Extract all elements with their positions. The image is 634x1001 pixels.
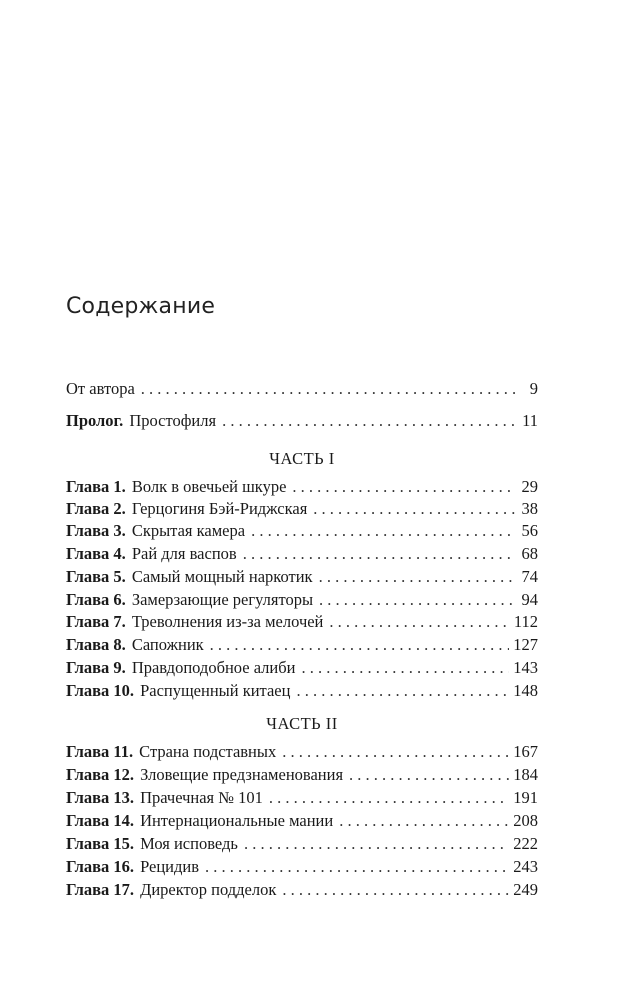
toc-entry-page: 11 [522, 411, 538, 430]
toc-entry-page: 38 [521, 499, 538, 518]
toc-entry-chapter-8 [66, 634, 538, 656]
toc-entry-page: 184 [513, 765, 538, 784]
toc-entry-title: Моя исповедь [140, 834, 238, 853]
toc-entry-label: Глава 6. [66, 590, 126, 609]
leader-dots [210, 634, 510, 656]
toc-entry-chapter-15 [66, 833, 538, 855]
toc-entry-label: Глава 4. [66, 544, 126, 563]
toc-entry-page: 167 [513, 742, 538, 761]
toc-entry-title: Треволнения из-за мелочей [131, 612, 324, 631]
toc-entry-chapter-13 [66, 787, 538, 809]
toc-entry-title: Самый мощный наркотик [131, 567, 313, 586]
toc-entry-chapter-4 [66, 543, 538, 565]
toc-entry-title: Зловещие предзнаменования [140, 765, 344, 784]
toc-entry-chapter-3 [66, 520, 538, 542]
leader-dots [244, 833, 509, 855]
toc-entry-chapter-12 [66, 764, 538, 786]
toc-entry-label: Глава 13. [66, 788, 135, 807]
toc-entry-page: 148 [513, 681, 538, 700]
toc-entry-chapter-7 [66, 611, 538, 633]
toc-entry-chapter-10 [66, 680, 538, 702]
toc-entry-title: Волк в овечьей шкуре [131, 477, 287, 496]
toc-entry-label: Глава 10. [66, 681, 135, 700]
toc-entry-title: Замерзающие регуляторы [131, 590, 314, 609]
toc-entry-label: Глава 14. [66, 811, 135, 830]
toc-entry-page: 94 [521, 590, 538, 609]
toc-entry-chapter-11 [66, 741, 538, 763]
toc-entry-label: Пролог. [66, 411, 124, 430]
toc-entry-page: 56 [521, 521, 538, 540]
part-1-heading: ЧАСТЬ I [269, 449, 335, 468]
toc-entry-label: Глава 2. [66, 499, 126, 518]
leader-dots [269, 787, 509, 809]
leader-dots [319, 566, 516, 588]
toc-entry-page: 191 [513, 788, 538, 807]
toc-entry-title: Прачечная № 101 [140, 788, 263, 807]
toc-entry-label: Глава 16. [66, 857, 135, 876]
part-2-heading: ЧАСТЬ II [266, 714, 338, 733]
toc-entry-page: 68 [521, 544, 538, 563]
toc-entry-label: Глава 3. [66, 521, 126, 540]
toc-entry-chapter-17 [66, 879, 538, 901]
toc-entry-title: Интернациональные мании [140, 811, 334, 830]
leader-dots [301, 657, 509, 679]
toc-entry-page: 143 [513, 658, 538, 677]
toc-entry-page: 112 [513, 612, 538, 631]
toc-entry-title: Правдоподобное алиби [131, 658, 296, 677]
toc-entry-author-note [66, 378, 538, 400]
toc-entry-label: Глава 12. [66, 765, 135, 784]
leader-dots [319, 589, 516, 611]
toc-entry-page: 127 [513, 635, 538, 654]
toc-entry-page: 222 [513, 834, 538, 853]
toc-entry-title: Сапожник [131, 635, 204, 654]
toc-entry-title: Рецидив [140, 857, 200, 876]
toc-entry-label: Глава 9. [66, 658, 126, 677]
leader-dots [222, 410, 516, 432]
toc-entry-page: 9 [529, 379, 538, 398]
toc-entry-page: 243 [513, 857, 538, 876]
leader-dots [349, 764, 509, 786]
toc-entry-chapter-14 [66, 810, 538, 832]
toc-entry-label: Глава 7. [66, 612, 126, 631]
leader-dots [243, 543, 516, 565]
toc-entry-title: От автора [66, 379, 135, 398]
toc-entry-chapter-6 [66, 589, 538, 611]
toc-entry-chapter-1 [66, 476, 538, 498]
toc-entry-label: Глава 5. [66, 567, 126, 586]
leader-dots [205, 856, 509, 878]
toc-entry-title: Герцогиня Бэй-Риджская [131, 499, 308, 518]
leader-dots [282, 741, 509, 763]
leader-dots [339, 810, 509, 832]
toc-entry-page: 29 [521, 477, 538, 496]
toc-entry-chapter-9 [66, 657, 538, 679]
toc-entry-prologue [66, 410, 538, 432]
toc-entry-chapter-2 [66, 498, 538, 520]
toc-entry-chapter-16 [66, 856, 538, 878]
toc-entry-page: 208 [513, 811, 538, 830]
toc-entry-page: 249 [513, 880, 538, 899]
toc-entry-title: Рай для васпов [131, 544, 237, 563]
leader-dots [292, 476, 516, 498]
toc-entry-label: Глава 17. [66, 880, 135, 899]
toc-entry-title: Страна подставных [139, 742, 277, 761]
leader-dots [282, 879, 509, 901]
toc-entry-chapter-5 [66, 566, 538, 588]
leader-dots [313, 498, 516, 520]
toc-entry-title: Скрытая камера [131, 521, 246, 540]
leader-dots [141, 378, 516, 400]
toc-entry-title: Директор подделок [140, 880, 277, 899]
toc-entry-label: Глава 1. [66, 477, 126, 496]
toc-entry-page: 74 [521, 567, 538, 586]
toc-entry-title: Распущенный китаец [140, 681, 291, 700]
toc-entry-label: Глава 11. [66, 742, 134, 761]
leader-dots [296, 680, 509, 702]
toc-entry-label: Глава 8. [66, 635, 126, 654]
leader-dots [251, 520, 516, 542]
toc-entry-label: Глава 15. [66, 834, 135, 853]
toc-entry-title: Простофиля [129, 411, 217, 430]
page-title: Содержание [66, 294, 216, 319]
leader-dots [329, 611, 509, 633]
